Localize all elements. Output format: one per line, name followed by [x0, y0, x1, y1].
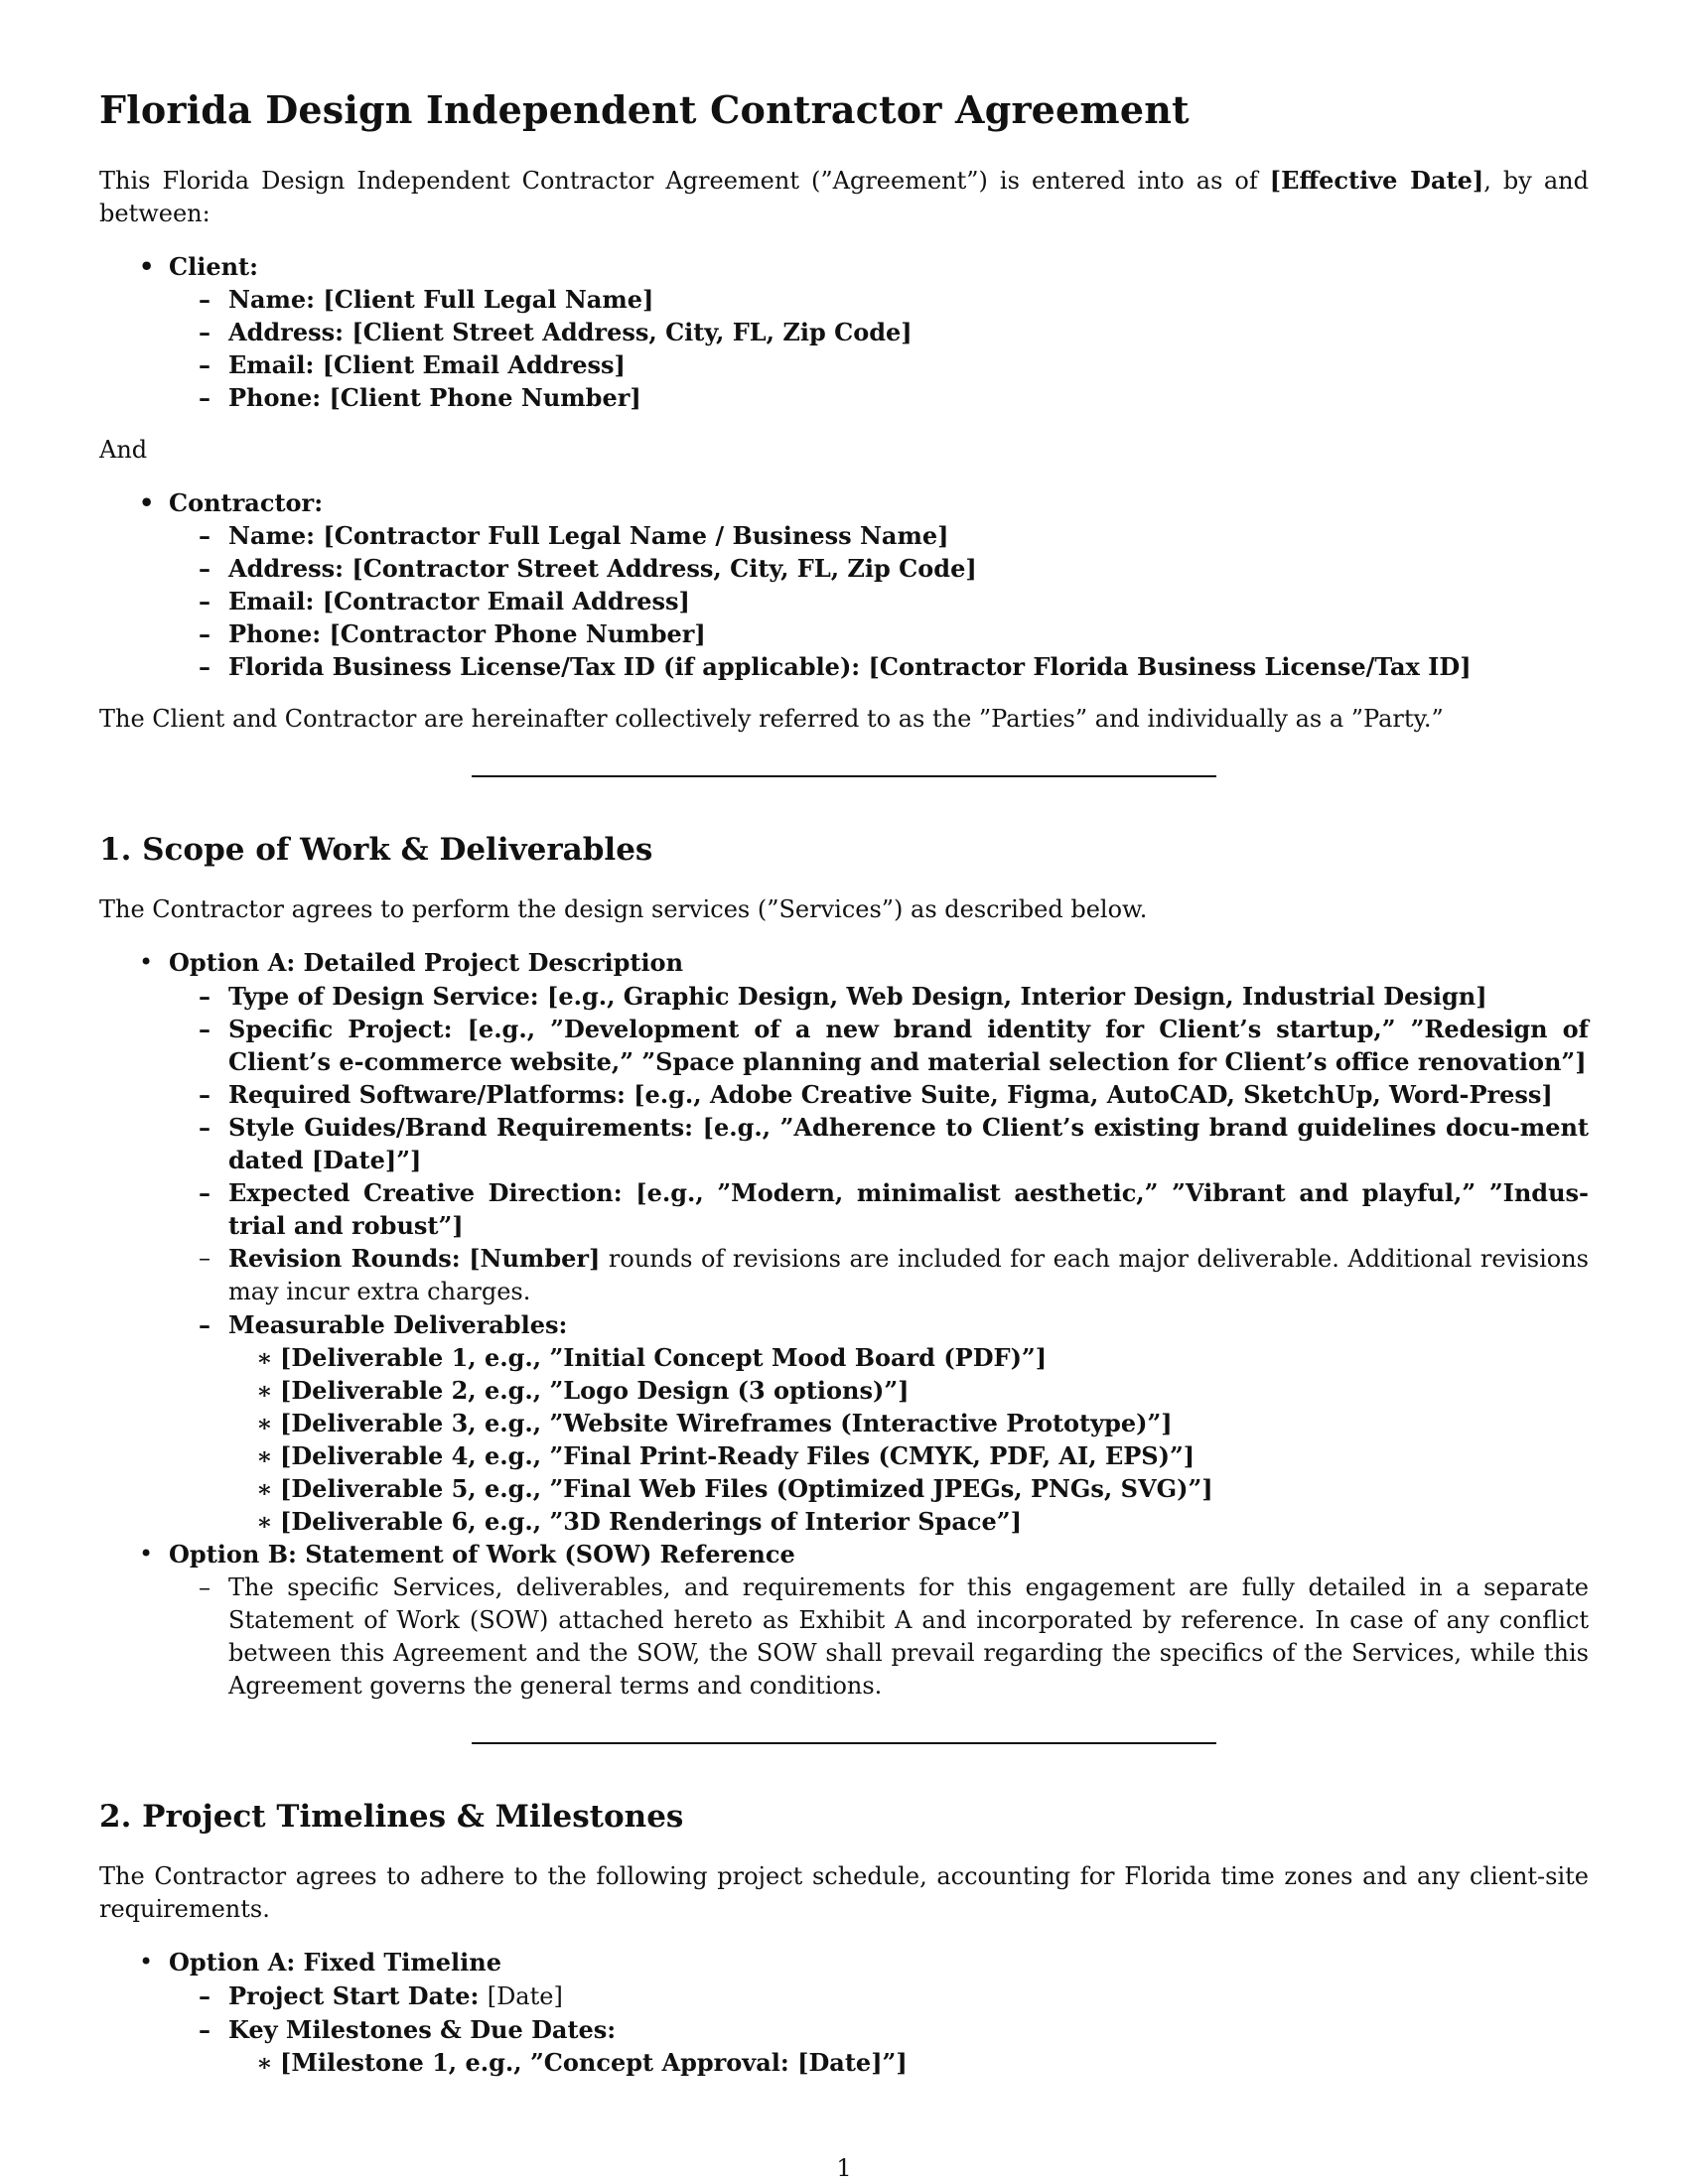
specific-project-item — [169, 1013, 1589, 1078]
revision-bracket-open: [ — [469, 1244, 481, 1273]
field-value: [e.g., Graphic Design, Web Design, Interior Design, Industrial Design] — [546, 982, 1487, 1011]
timeline-option-a-label: Option A: Fixed Timeline — [169, 1948, 502, 1977]
deliverable-item: ∗ [Deliverable 2, e.g., ”Logo Design (3 options)”] — [228, 1374, 1589, 1407]
section-2-heading: 2. Project Timelines & Milestones — [99, 1799, 684, 1835]
client-phone-item — [169, 381, 1589, 414]
revision-number: Number — [480, 1244, 590, 1273]
field-value: [Contractor Street Address, City, FL, Zip Code] — [352, 554, 977, 583]
field-value: [Client Phone Number] — [329, 383, 641, 412]
field-label: Email: — [228, 587, 315, 615]
section-1-heading: 1. Scope of Work & Deliverables — [99, 832, 653, 868]
contractor-email-item — [169, 585, 1589, 617]
field-label: Required Software/Platforms: — [228, 1080, 626, 1109]
client-address-item — [169, 316, 1589, 348]
contractor-details — [169, 519, 1589, 683]
contractor-list — [99, 486, 1589, 683]
client-block — [99, 250, 1589, 414]
timeline-option-a-details — [169, 1979, 1589, 2079]
contractor-address-item — [169, 552, 1589, 585]
section-divider — [472, 1742, 1216, 1744]
milestones-list — [228, 2046, 1589, 2079]
field-label: Project Start Date: — [228, 1981, 480, 2010]
client-list — [99, 250, 1589, 414]
field-value: [Client Street Address, City, FL, Zip Code] — [352, 318, 913, 346]
field-label: Expected Creative Direction: — [228, 1178, 623, 1207]
timeline-option-a — [99, 1946, 1589, 2079]
field-value: [e.g., ”Development of a new brand identity for Client’s startup,” ”Redesign of Client’s e-commerce website,” ”Space planning and material selection for Client’s office renovation”] — [228, 1015, 1590, 1076]
option-b-details — [169, 1571, 1589, 1703]
field-value: [Client Email Address] — [322, 350, 626, 379]
parties-paragraph: The Client and Contractor are hereinafter collectively referred to as the ”Parties” and individually as a ”Party.” — [99, 705, 1444, 733]
creative-direction-item — [169, 1176, 1589, 1242]
field-label: Style Guides/Brand Requirements: — [228, 1113, 694, 1142]
deliverable-item: ∗ [Deliverable 3, e.g., ”Website Wireframes (Interactive Prototype)”] — [228, 1407, 1589, 1439]
field-label: Email: — [228, 350, 315, 379]
field-value: [Contractor Full Legal Name / Business Name] — [323, 521, 949, 550]
software-item — [169, 1078, 1589, 1111]
client-details — [169, 283, 1589, 414]
scope-option-a — [99, 946, 1589, 1538]
deliverables-list — [228, 1341, 1589, 1538]
field-value: [Contractor Email Address] — [322, 587, 690, 615]
intro-text-pre: This Florida Design Independent Contractor Agreement (”Agreement”) is entered into as of — [99, 167, 1270, 195]
deliverables-item — [169, 1308, 1589, 1538]
section-2-intro: The Contractor agrees to adhere to the following project schedule, accounting for Florida time zones and any client-site requirements. — [99, 1862, 1589, 1923]
scope-option-b — [99, 1538, 1589, 1703]
contractor-license-item — [169, 650, 1589, 683]
intro-paragraph — [99, 164, 1589, 230]
contractor-name-item — [169, 519, 1589, 552]
contractor-phone-item — [169, 617, 1589, 650]
effective-date-label: Effective Date — [1281, 166, 1473, 195]
option-b-label: Option B: Statement of Work (SOW) Reference — [169, 1540, 795, 1569]
field-label: Specific Project: — [228, 1015, 453, 1043]
client-label: Client: — [169, 252, 258, 281]
contractor-label: Contractor: — [169, 488, 324, 517]
field-label: Name: — [228, 521, 316, 550]
intro-bracket-close: ] — [1472, 166, 1484, 195]
style-guides-item — [169, 1111, 1589, 1176]
deliverable-item: ∗ [Deliverable 4, e.g., ”Final Print-Ready Files (CMYK, PDF, AI, EPS)”] — [228, 1439, 1589, 1472]
field-label: Florida Business License/Tax ID (if applicable): — [228, 652, 861, 681]
revision-label: Revision Rounds: — [228, 1244, 461, 1273]
client-email-item — [169, 348, 1589, 381]
deliverable-item: ∗ [Deliverable 5, e.g., ”Final Web Files (Optimized JPEGs, PNGs, SVG)”] — [228, 1472, 1589, 1505]
and-text: And — [99, 436, 148, 464]
field-label: Phone: — [228, 619, 322, 648]
field-label: Address: — [228, 554, 344, 583]
field-value: [Contractor Phone Number] — [329, 619, 706, 648]
design-service-type-item — [169, 980, 1589, 1013]
field-value: [Client Full Legal Name] — [323, 285, 654, 314]
section-divider — [472, 775, 1216, 777]
revision-text: rounds of revisions are included for each major deliverable. Additional revisions may incur extra charges. — [228, 1245, 1589, 1305]
option-a-details — [169, 980, 1589, 1538]
document-title: Florida Design Independent Contractor Agreement — [99, 87, 1190, 132]
section-1-intro: The Contractor agrees to perform the design services (”Services”) as described below. — [99, 895, 1148, 923]
option-a-label: Option A: Detailed Project Description — [169, 948, 684, 977]
field-value: [Contractor Florida Business License/Tax ID] — [868, 652, 1472, 681]
field-value: [e.g., Adobe Creative Suite, Figma, AutoCAD, SketchUp, Word-Press] — [633, 1080, 1553, 1109]
revision-rounds-item — [169, 1242, 1589, 1308]
deliverables-label: Measurable Deliverables: — [228, 1310, 568, 1339]
intro-bracket-open: [ — [1269, 166, 1282, 195]
field-label: Phone: — [228, 383, 322, 412]
field-value: [e.g., ”Adherence to Client’s existing brand guidelines docu-ment dated [Date]”] — [228, 1113, 1589, 1174]
project-start-date-item — [169, 1979, 1589, 2013]
client-name-item — [169, 283, 1589, 316]
milestones-item — [169, 2013, 1589, 2079]
field-label: Type of Design Service: — [228, 982, 539, 1011]
intro-text-post: , by and between: — [99, 167, 1589, 227]
milestones-label: Key Milestones & Due Dates: — [228, 2015, 617, 2044]
field-label: Address: — [228, 318, 344, 346]
sow-reference-text: – The specific Services, deliverables, and requirements for this engagement are fully detailed in a separate Statement of Work (SOW) attached hereto as Exhibit A and incorporated by reference. In case of any conflict between this Agreement and the SOW, the SOW shall prevail regarding the specifics of the Services, while this Agreement governs the general terms and conditions. — [169, 1571, 1589, 1703]
scope-options-list — [99, 946, 1589, 1703]
deliverable-item: ∗ [Deliverable 6, e.g., ”3D Renderings of Interior Space”] — [228, 1505, 1589, 1538]
field-value: [Date] — [487, 1982, 563, 2010]
contractor-block — [99, 486, 1589, 683]
deliverable-item: ∗ [Deliverable 1, e.g., ”Initial Concept Mood Board (PDF)”] — [228, 1341, 1589, 1374]
timeline-options-list — [99, 1946, 1589, 2079]
field-value: [e.g., ”Modern, minimalist aesthetic,” ”Vibrant and playful,” ”Indus-trial and robust”] — [228, 1178, 1590, 1240]
milestone-item: ∗ [Milestone 1, e.g., ”Concept Approval: [Date]”] — [228, 2046, 1589, 2079]
field-label: Name: — [228, 285, 316, 314]
page-number: 1 — [836, 2154, 852, 2182]
revision-bracket-close: ] — [589, 1244, 601, 1273]
